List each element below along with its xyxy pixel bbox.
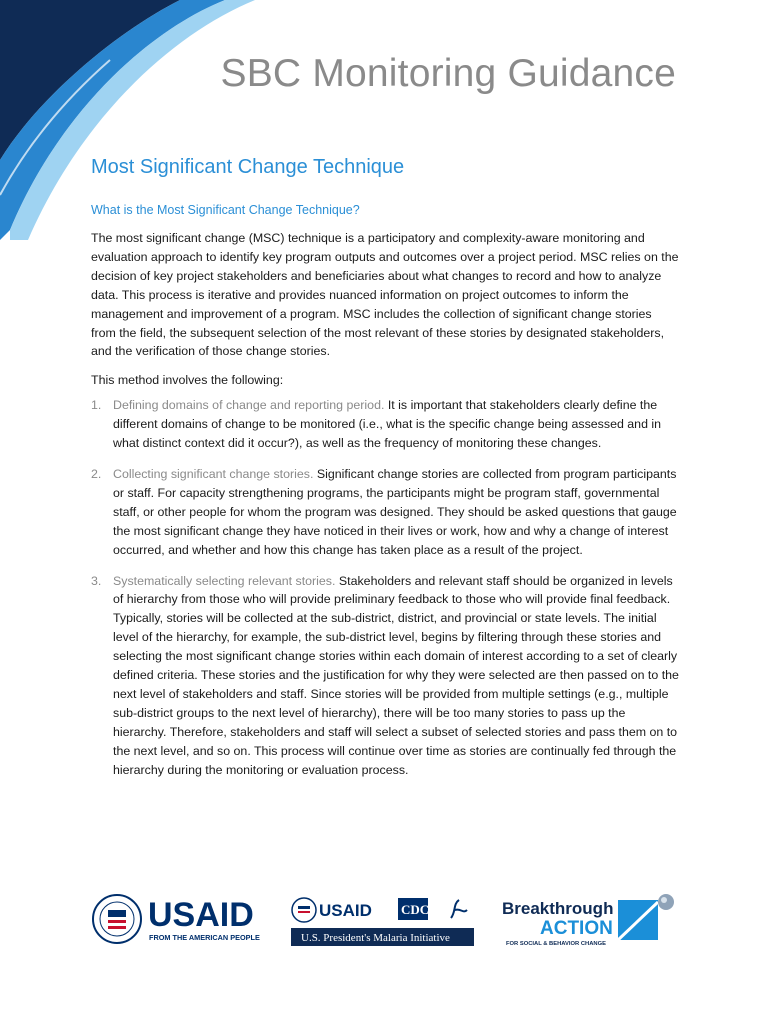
cdc-logo: CDC	[401, 902, 430, 917]
breakthrough-line3: FOR SOCIAL & BEHAVIOR CHANGE	[506, 941, 606, 947]
intro-paragraph: The most significant change (MSC) technique is a participatory and complexity-aware monitoring and evaluation approach to identify key program outputs and outcomes over a project period. MSC relies on the decision of key project stakeholders and beneficiaries about what changes to record and how to analyze data. This process is iterative and provides nuanced information on project outcomes to inform the management and improvement of a program. MSC includes the collection of significant change stories from the field, the subsequent selection of the most relevant of these stories by designated stakeholders, and the verification of those change stories.	[91, 231, 679, 359]
list-item	[91, 572, 679, 780]
step-text: Significant change stories are collected from program participants or staff. For capacity strengthening programs, the participants might be program staff, governmental staff, or other people for whom the program was designed. They should be asked questions that gauge the most significant change they have noticed in their lives or work, how and why a change of interest occurred, and whether and how this change has taken place as a result of the project.	[113, 466, 677, 557]
footer-logos	[92, 890, 678, 950]
section-subtitle: What is the Most Significant Change Technique?	[91, 203, 360, 217]
step-number: 2.	[91, 466, 102, 481]
step-text: Stakeholders and relevant staff should be organized in levels of hierarchy from those who will provide preliminary feedback to those who will provide final feedback. Typically, stories will be collected at the sub-district, district, and provincial or state levels. The initial level of the hierarchy, for example, the sub-district level, begins by filtering through these stories and selecting the most significant change stories within each domain of interest according to a set of clearly defined criteria. These stories and the justification for why they were selected are then passed on to the next level of stakeholders and staff. Since stories will be provided from multiple settings (e.g., multiple sub-district groups to the next level of hierarchy), there will be too many stories to pass up the hierarchy. Therefore, stakeholders and staff will select a subset of selected stories and pass them on to the next level, and so on. This process will continue over time as stories are continually fed through the hierarchy during the monitoring or evaluation process.	[113, 573, 679, 777]
step-number: 3.	[91, 573, 102, 588]
method-intro: This method involves the following:	[91, 373, 284, 388]
pmi-logo	[291, 896, 481, 948]
pmi-usaid-text: USAID	[319, 901, 372, 920]
list-item	[91, 465, 679, 560]
list-item	[91, 396, 679, 453]
hhs-eagle-icon	[451, 900, 467, 918]
breakthrough-action-logo	[500, 892, 680, 948]
step-lead: Systematically selecting relevant stories.	[113, 573, 336, 588]
usaid-logo	[92, 890, 272, 948]
pmi-banner: U.S. President's Malaria Initiative	[301, 932, 450, 944]
usaid-wordmark: USAID	[148, 896, 254, 934]
document-title: SBC Monitoring Guidance	[220, 52, 676, 95]
body-text	[91, 229, 679, 791]
steps-list	[91, 396, 679, 779]
usaid-tagline: FROM THE AMERICAN PEOPLE	[149, 933, 260, 942]
step-text: It is important that stakeholders clearly define the different domains of change to be monitored (i.e., what is the specific change being assessed and in what distinct context did it occur?), as well as the frequency of monitoring these changes.	[113, 398, 662, 451]
breakthrough-line2: ACTION	[540, 918, 613, 939]
step-number: 1.	[91, 398, 102, 413]
step-lead: Defining domains of change and reporting period.	[113, 398, 385, 413]
breakthrough-line1: Breakthrough	[502, 899, 614, 918]
step-lead: Collecting significant change stories.	[113, 466, 314, 481]
section-title: Most Significant Change Technique	[91, 156, 405, 178]
